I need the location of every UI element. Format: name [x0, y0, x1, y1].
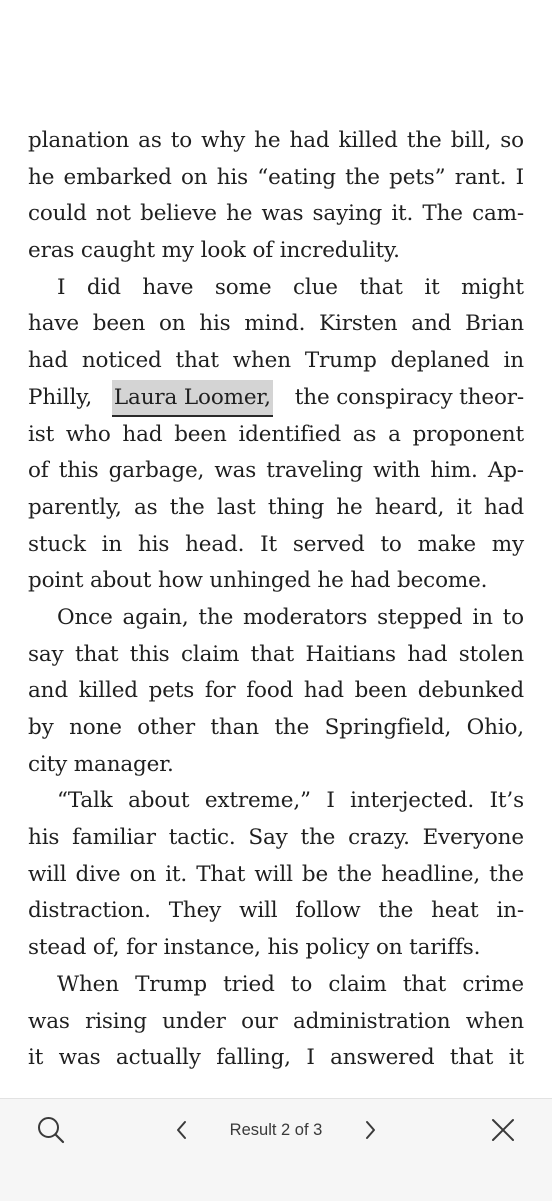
- search-button[interactable]: [26, 1105, 76, 1155]
- text-line: city manager.: [28, 751, 174, 777]
- text-line: he embarked on his “eating the pets” rant. I: [28, 164, 524, 190]
- text-line: by none other than the Springfield, Ohio,: [28, 715, 524, 740]
- chevron-right-icon: [363, 1119, 377, 1141]
- result-counter: Result 2 of 3: [229, 1121, 323, 1139]
- text-line: his familiar tactic. Say the crazy. Everyone: [28, 825, 524, 851]
- chevron-left-icon: [175, 1119, 189, 1141]
- text-line: stuck in his head. It served to make my: [28, 531, 524, 557]
- highlight-before: Philly,: [28, 384, 93, 410]
- text-line: “Talk about extreme,” I interjected. It’s: [57, 788, 524, 814]
- search-match-highlight[interactable]: Laura Loomer,: [112, 380, 273, 417]
- text-line: could not believe he was saying it. The cam-: [28, 201, 524, 227]
- text-line: point about how unhinged he had become.: [28, 568, 488, 594]
- text-line: and killed pets for food had been debunked: [28, 678, 524, 704]
- text-line: was rising under our administration when: [28, 1008, 524, 1034]
- close-search-button[interactable]: [478, 1105, 528, 1155]
- text-line: When Trump tried to claim that crime: [57, 971, 524, 997]
- text-line: Once again, the moderators stepped in to: [57, 604, 524, 630]
- text-line: eras caught my look of incredulity.: [28, 238, 400, 264]
- text-line: I did have some clue that it might: [57, 274, 524, 300]
- highlight-after: the conspiracy theor-: [294, 384, 524, 410]
- page-text: [28, 123, 524, 1077]
- close-icon: [490, 1117, 516, 1143]
- search-icon: [36, 1115, 66, 1145]
- text-line: ist who had been identified as a proponent: [28, 421, 524, 447]
- text-line: had noticed that when Trump deplaned in: [28, 348, 524, 374]
- text-line: planation as to why he had killed the bill, so: [28, 128, 524, 153]
- text-line: will dive on it. That will be the headline, the: [28, 861, 524, 887]
- text-line: stead of, for instance, his policy on tariffs.: [28, 935, 481, 961]
- text-line: have been on his mind. Kirsten and Brian: [28, 311, 524, 337]
- previous-result-button[interactable]: [160, 1105, 204, 1155]
- search-results-toolbar: [0, 1098, 552, 1201]
- text-line: parently, as the last thing he heard, it had: [28, 494, 524, 520]
- text-line: say that this claim that Haitians had stolen: [28, 641, 524, 667]
- text-line: of this garbage, was traveling with him. Ap-: [28, 458, 524, 484]
- text-line-highlight: [28, 380, 524, 417]
- next-result-button[interactable]: [348, 1105, 392, 1155]
- text-line: it was actually falling, I answered that it: [28, 1045, 524, 1071]
- text-line: distraction. They will follow the heat in-: [28, 898, 524, 924]
